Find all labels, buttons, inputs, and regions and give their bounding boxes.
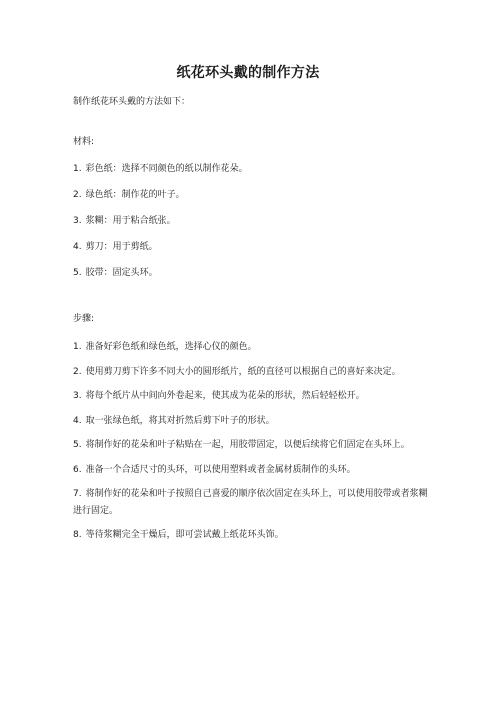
- material-item: 4. 剪刀：用于剪纸。: [73, 242, 158, 252]
- step-item: 1. 准备好彩色纸和绿色纸，选择心仪的颜色。: [73, 342, 257, 352]
- steps-heading: 步骤:: [73, 314, 95, 324]
- material-item: 1. 彩色纸：选择不同颜色的纸以制作花朵。: [73, 164, 248, 174]
- materials-heading: 材料:: [73, 137, 95, 147]
- material-item: 3. 浆糊：用于粘合纸张。: [73, 216, 176, 226]
- document-title: 纸花环头戴的制作方法: [176, 65, 320, 81]
- step-item: 7. 将制作好的花朵和叶子按照自己喜爱的顺序依次固定在头环上，可以使用胶带或者浆糊进行固定。: [73, 489, 428, 516]
- material-item: 2. 绿色纸：制作花的叶子。: [73, 190, 185, 200]
- step-item: 4. 取一张绿色纸，将其对折然后剪下叶子的形状。: [73, 415, 275, 426]
- step-item: 8. 等待浆糊完全干燥后，即可尝试戴上纸花环头饰。: [73, 530, 284, 540]
- step-item: 2. 使用剪刀剪下许多不同大小的圆形纸片，纸的直径可以根据自己的喜好来决定。: [73, 366, 401, 377]
- step-item: 3. 将每个纸片从中间向外卷起来，使其成为花朵的形状，然后轻轻松开。: [73, 391, 365, 401]
- materials-list: [73, 163, 434, 280]
- step-item: 5. 将制作好的花朵和叶子粘贴在一起，用胶带固定，以便后续将它们固定在头环上。: [73, 440, 410, 450]
- material-item: 5. 胶带：固定头环。: [73, 268, 158, 278]
- intro-text: 制作纸花环头戴的方法如下：: [73, 97, 191, 107]
- step-item: 6. 准备一个合适尺寸的头环，可以使用塑料或者金属材质制作的头环。: [73, 464, 356, 475]
- steps-list: [73, 339, 434, 544]
